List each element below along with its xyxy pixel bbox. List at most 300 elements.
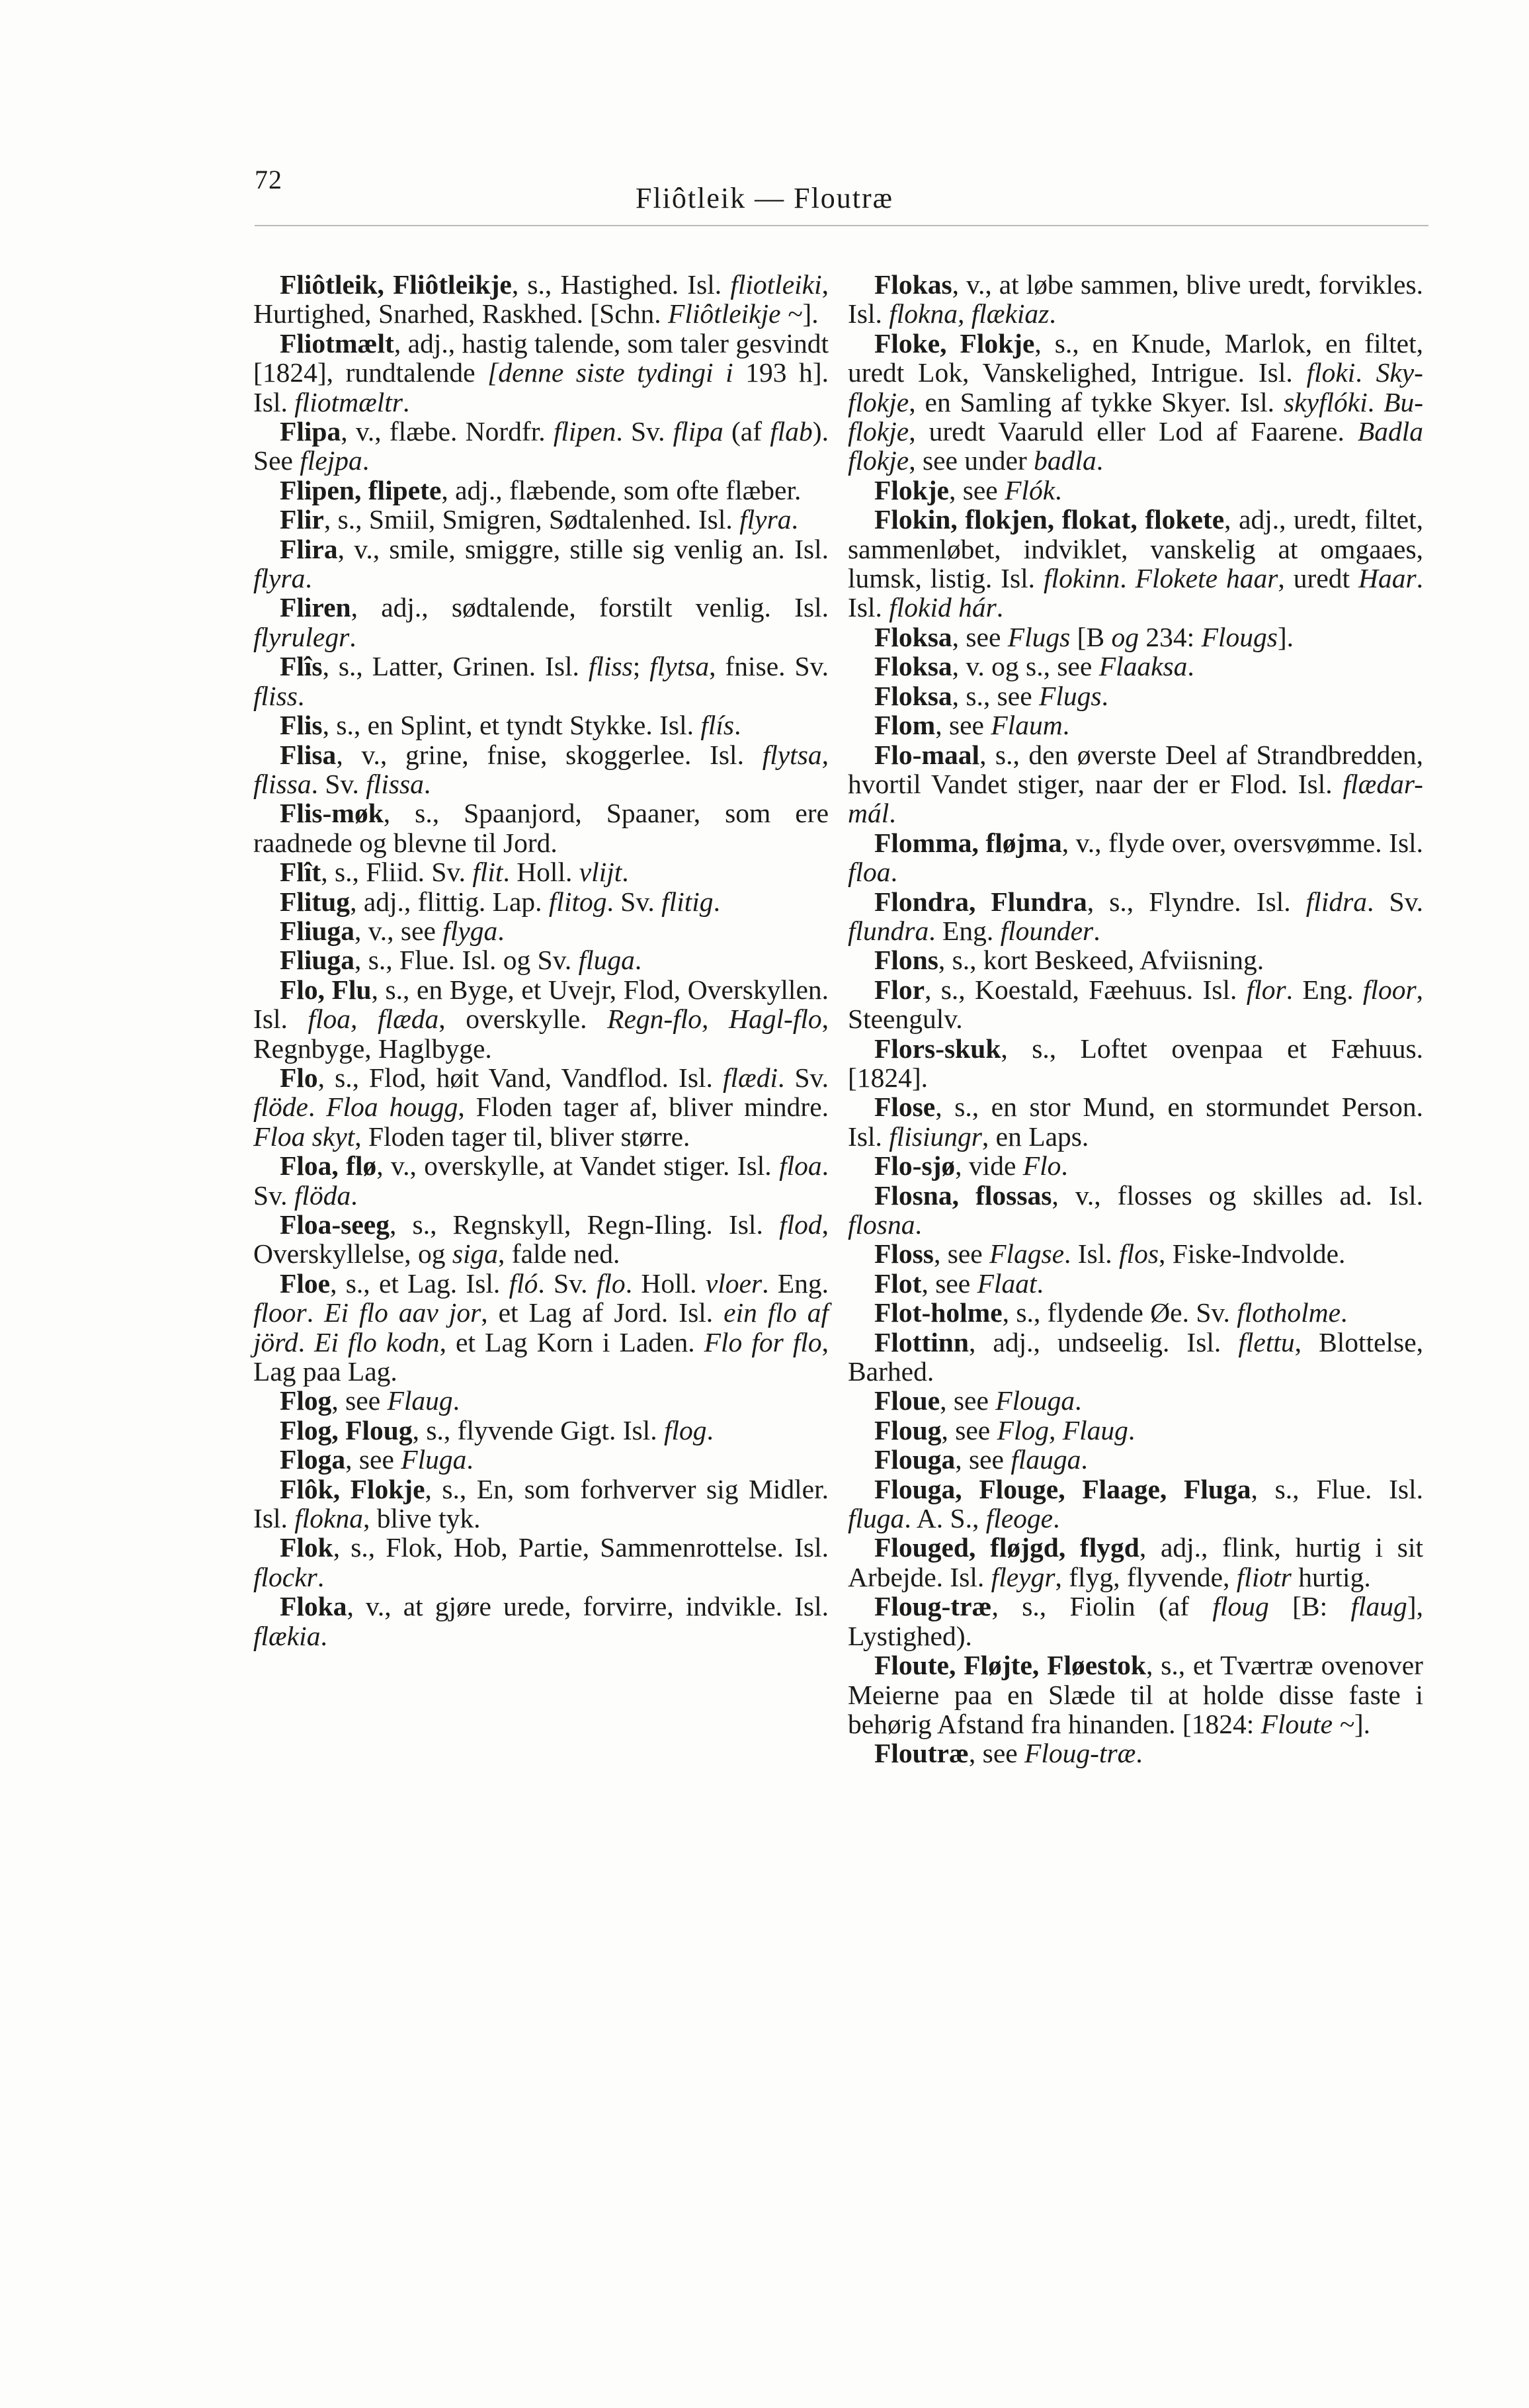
headword: Floutræ [874,1738,969,1769]
entry-text: , uredt [1278,563,1358,594]
headword: Flipen, flipete [280,474,442,505]
italic-term: flís [700,710,735,741]
headword: Flot [874,1268,922,1299]
entry-text: . [362,445,370,476]
entry-text: . Eng. [1286,974,1363,1005]
headword: Flo, Flu [280,974,372,1005]
entry-text: [B: [1268,1591,1351,1622]
entry-text: . [308,1092,327,1123]
italic-term: fliss [588,651,633,682]
dictionary-entry [848,1475,1423,1533]
entry-text: , v., flæbe. Nordfr. [341,416,554,447]
dictionary-entry [253,916,829,945]
entry-text: , see [952,621,1008,652]
headword: Flît [280,857,321,888]
headword: Flosna, flossas [874,1180,1052,1211]
italic-term: fliss [253,680,298,711]
entry-text: ; [632,651,650,682]
dictionary-entry [848,1592,1423,1651]
italic-term: floki [1306,357,1356,388]
italic-term: floa [848,857,891,888]
entry-text: . [1049,298,1056,329]
italic-term: flettu [1238,1326,1295,1357]
headword: Flors-skuk [874,1033,1001,1064]
italic-term: floa [779,1150,822,1182]
italic-term: flor [1246,974,1286,1005]
headword: Flokas [874,269,952,300]
italic-term: ein flo af jörd [253,1297,829,1357]
italic-term: flytsa, flissa [253,739,829,799]
entry-text: , s., et Tværtræ ovenover Meierne paa en Slæde til at holde disse faste i behørig Afstand fra hinanden. [1824: [848,1650,1423,1739]
headword: Flis-møk [280,798,384,829]
dictionary-entry [253,887,829,916]
italic-term: flidra [1305,886,1368,917]
italic-term: badla [1034,445,1096,476]
italic-term: flöda [294,1180,351,1211]
entry-text: . [320,1620,327,1651]
italic-term: fliotr [1236,1561,1292,1592]
entry-text: . [298,1326,315,1357]
italic-term: flauga [1011,1444,1081,1475]
headword: Floss [874,1238,934,1269]
entry-text: , s., flyvende Gigt. Isl. [412,1414,664,1445]
entry-text: , see [935,710,991,741]
entry-text: , v., see [354,915,443,946]
dictionary-entry [253,1386,829,1415]
italic-term: Fluga [401,1444,467,1475]
dictionary-entry [253,593,829,652]
italic-term: fló [509,1268,538,1299]
entry-text: . [1075,1385,1082,1416]
italic-term: Floa skyt [253,1121,355,1152]
entry-text: ). See [253,416,829,476]
entry-text: . [423,768,431,799]
italic-term: flöde [253,1092,308,1123]
dictionary-entry [253,975,829,1063]
dictionary-entry [848,1092,1423,1151]
headword: Floka [280,1591,347,1622]
headword: Flose [874,1092,936,1123]
entry-text: ]. [1354,1708,1371,1739]
entry-text: , see under [909,445,1034,476]
entry-text: , Hurtighed, Snarhed, Raskhed. [Schn. [253,269,829,329]
entry-text: . [452,1385,460,1416]
entry-text: , Floden tager til, bliver større. [354,1121,690,1152]
entry-text: , v., grine, fnise, skoggerlee. Isl. [336,739,763,770]
italic-term: Flók [1005,474,1055,505]
dictionary-entry [253,270,829,329]
entry-text: . [317,1561,325,1592]
entry-text: . Sv. [616,416,673,447]
entry-text: . Holl. [503,857,579,888]
italic-term: flab [770,416,813,447]
italic-term: flog [663,1414,707,1445]
entry-text: , s., Latter, Grinen. Isl. [322,651,589,682]
italic-term: skyflóki [1284,386,1368,417]
entry-text: , s., kort Beskeed, Afviisning. [938,945,1264,976]
italic-term: Flokete haar [1135,563,1278,594]
italic-term: Ei flo kodn [314,1326,440,1357]
italic-term: Haar [1358,563,1417,594]
italic-term: flyra [253,563,306,594]
headword: Flomma, fløjma [874,827,1062,858]
headword: Flo-sjø [874,1150,956,1182]
headword: Flog [280,1385,332,1416]
italic-term: og [1111,621,1139,652]
entry-text: , s., den øverste Deel af Strandbredden, hvortil Vandet stiger, naar der er Flod. Isl. [848,739,1423,799]
entry-text: , adj., hastig talende, som taler gesvindt [1824], rundtalende [253,327,829,388]
entry-text: , adj., flæbende, som ofte flæber. [441,474,802,505]
entry-text: , s., En, som forhverver sig Midler. Isl. [253,1473,829,1534]
entry-text: . [791,504,798,535]
italic-term: Flugs [1039,680,1102,711]
entry-text: . [1036,1268,1044,1299]
italic-term: Floa hougg [326,1092,458,1123]
dictionary-entry [253,710,829,740]
entry-text: , falde ned. [498,1238,620,1269]
entry-text: , en Laps. [981,1121,1089,1152]
dictionary-entry [253,1533,829,1592]
entry-text: , s., en stor Mund, en stormundet Person. Isl. [848,1092,1423,1152]
entry-text: . Eng. [762,1268,829,1299]
headword: Flira [280,533,338,564]
entry-text: . [305,563,312,594]
italic-term: flyga [442,915,498,946]
italic-term: Flo for flo [704,1326,822,1357]
italic-term: floa, flæda [308,1004,439,1035]
headword: Floksa [874,651,952,682]
italic-term: Badla flokje [848,416,1423,476]
dictionary-entry [253,1445,829,1474]
entry-text: . [1096,445,1104,476]
headword: Floa, flø [280,1150,377,1182]
italic-term: floor [253,1297,307,1328]
entry-text: , s., Flyndre. Isl. [1087,886,1306,917]
entry-text: , overskylle. [438,1004,608,1035]
dictionary-entry [848,1151,1423,1180]
italic-term: Flaat [977,1268,1037,1299]
dictionary-entry [848,476,1423,505]
entry-text: , blive tyk. [362,1503,481,1534]
italic-term: siga [452,1238,499,1269]
headword: Flot-holme [874,1297,1003,1328]
entry-text: , vide [955,1150,1023,1182]
dictionary-entry [253,652,829,710]
italic-term: Flagse [989,1238,1065,1269]
headword: Fliuga [280,915,354,946]
entry-text: . [1136,1738,1143,1769]
entry-text: . [889,798,896,829]
headword: Flo-maal [874,739,980,770]
entry-text: , see [955,1444,1011,1475]
entry-text: , Fiske-Indvolde. [1158,1238,1346,1269]
dictionary-entry [253,740,829,799]
italic-term: flyra [739,504,792,535]
entry-text: , see [948,474,1005,505]
dictionary-entry [848,681,1423,710]
entry-text: , Lag paa Lag. [253,1326,829,1387]
entry-text: ], Lystighed). [848,1591,1423,1651]
entry-text: . [706,1414,714,1445]
entry-text: , see [968,1738,1025,1769]
headword: Flo [280,1062,318,1093]
italic-term: flokna [294,1503,363,1534]
headword: Fliuga [280,945,354,976]
headword: Fliôtleik, Fliôtleikje [280,269,512,300]
italic-term: fleoge [985,1503,1054,1534]
entry-text: , s., en Splint, et tyndt Stykke. Isl. [322,710,701,741]
dictionary-entry [848,329,1423,476]
entry-text: , s., en Knude, Marlok, en filtet, uredt Lok, Vanskelighed, Intrigue. Isl. [848,327,1423,388]
entry-text: . [1061,1150,1068,1182]
headword: Flokin, flokjen, flokat, flokete [874,504,1225,535]
entry-text: . Isl. [1064,1238,1120,1269]
italic-term: Sky-flokje [848,357,1423,417]
entry-text: , fnise. Sv. [709,651,829,682]
italic-term: flejpa [300,445,362,476]
italic-term: fliotmæltr [294,386,403,417]
entry-text: . [634,945,642,976]
entry-text: , s., en Byge, et Uvejr, Flod, Overskyllen. Isl. [253,974,829,1035]
entry-text: , Regnbyge, Haglbyge. [253,1004,829,1064]
entry-text: , et Lag Korn i Laden. [439,1326,704,1357]
italic-term: flissa [366,768,424,799]
italic-term: Flaaksa [1098,651,1188,682]
italic-term: flundra [848,915,929,946]
dictionary-entry [253,1210,829,1269]
dictionary-entry [253,1063,829,1151]
entry-text: . [1187,651,1194,682]
headword: Flok [280,1532,333,1563]
entry-text: . [1128,1414,1136,1445]
entry-text: . [351,1180,358,1211]
entry-text: . [466,1444,474,1475]
headword: Floug [874,1414,942,1445]
italic-term: fluga [578,945,635,976]
entry-text: ]. [1277,621,1294,652]
entry-text: , s., Smiil, Smigren, Sødtalenhed. Isl. [323,504,740,535]
italic-term: Bu-flokje [848,386,1424,447]
dictionary-entry [848,270,1423,329]
entry-text: , s., see [952,680,1040,711]
entry-text: , see [345,1444,401,1475]
headword: Floe [280,1268,331,1299]
entry-text: , see [921,1268,977,1299]
dictionary-entry [253,476,829,505]
italic-term: flokna, flækiaz [889,298,1050,329]
italic-term: flos [1119,1238,1159,1269]
headword: Flom [874,710,936,741]
headword: Floga [280,1444,346,1475]
headword: Floug-træ [874,1591,992,1622]
entry-text: . [349,621,356,652]
dictionary-entry [848,887,1423,946]
dictionary-entry [253,417,829,476]
entry-text: , s., Loftet ovenpaa et Fæhuus. [1824]. [848,1033,1423,1093]
headword: Flîs [280,651,323,682]
italic-term: Flugs [1007,621,1071,652]
dictionary-entry [848,1034,1423,1093]
dictionary-entry [848,945,1423,974]
headword: Flis [280,710,323,741]
italic-term: Ei flo aav jor [324,1297,481,1328]
entry-text: , adj., flink, hurtig i sit Arbejde. Isl. [848,1532,1424,1592]
italic-term: flounder [1000,915,1094,946]
italic-term: Flog, Flaug [997,1414,1128,1445]
italic-term: flosna [848,1209,915,1240]
right-column [848,270,1423,1768]
italic-term: Regn-flo, Hagl-flo [607,1004,822,1035]
header-rule [255,225,1428,226]
italic-term: flotholme [1237,1297,1341,1328]
dictionary-entry [253,1269,829,1387]
entry-text: . [1120,563,1136,594]
dictionary-entry [848,828,1423,887]
entry-text: , see [941,1414,997,1445]
headword: Flondra, Flundra [874,886,1087,917]
italic-term: flaug [1350,1591,1407,1622]
dictionary-entry [253,1475,829,1533]
entry-text: . Sv. [778,1062,829,1093]
entry-text: , Floden tager af, bliver mindre. [458,1092,829,1123]
entry-text: , see [940,1385,996,1416]
entry-text: , uredt Vaaruld eller Lod af Faarene. [909,416,1358,447]
headword: Flipa [280,416,341,447]
entry-text: , et Lag af Jord. Isl. [481,1297,724,1328]
headword: Flitug [280,886,351,917]
italic-term: flod [779,1209,822,1240]
dictionary-entry [848,710,1423,740]
entry-text: , adj., uredt, filtet, sammenløbet, indviklet, vanskelig at omgaaes, lumsk, listig. Isl. [848,504,1423,594]
italic-term: flipen [553,416,616,447]
headword: Floke, Flokje [874,327,1035,359]
entry-text: . Holl. [625,1268,706,1299]
italic-term: flisiungr [889,1121,982,1152]
entry-text: , adj., sødtalende, forstilt venlig. Isl. [351,592,829,623]
entry-text: , v., at løbe sammen, blive uredt, forvikles. Isl. [848,269,1423,329]
entry-text: , en Samling af tykke Skyer. Isl. [909,386,1284,417]
entry-text: hurtig. [1291,1561,1371,1592]
headword: Floksa [874,680,952,711]
dictionary-entry [848,740,1423,828]
entry-text: . [622,857,629,888]
dictionary-entry [253,535,829,593]
entry-text: . Sv. [1367,886,1423,917]
dictionary-entry [253,329,829,417]
headword: Fliren [280,592,351,623]
dictionary-entry [848,1269,1423,1298]
entry-text: , s., Flue. Isl. [1251,1473,1423,1504]
italic-term: fleygr [991,1561,1055,1592]
entry-text: . Isl. [848,563,1423,623]
italic-term: floor [1362,974,1417,1005]
dictionary-entry [253,1416,829,1445]
page-number: 72 [255,165,282,194]
dictionary-entry [848,1651,1423,1739]
headword: Flons [874,945,938,976]
italic-term: flædi [723,1062,778,1093]
entry-text: , adj., undseelig. Isl. [968,1326,1239,1357]
entry-text: , Blottelse, Barhed. [848,1326,1423,1387]
dictionary-entry [848,1298,1423,1327]
dictionary-entry [848,1445,1423,1474]
entry-text: . [996,592,1004,623]
entry-text: . [497,915,505,946]
entry-text: , s., Fliid. Sv. [321,857,473,888]
headword: Flouged, fløjgd, flygd [874,1532,1139,1563]
entry-text: . [1093,915,1100,946]
entry-text: , s., Flod, høit Vand, Vandflod. Isl. [317,1062,723,1093]
headword: Flouga [874,1444,956,1475]
entry-text: . [297,680,305,711]
dictionary-entry [848,1386,1423,1415]
entry-text: , flyg, flyvende, [1055,1561,1237,1592]
italic-term: Flaug [387,1385,453,1416]
entry-text: , s., Flue. Isl. og Sv. [354,945,579,976]
headword: Fliotmælt [280,327,394,359]
dictionary-entry [848,1739,1423,1768]
italic-term: flitig [661,886,714,917]
headword: Floa-seeg [280,1209,390,1240]
entry-text: , v. og s., see [952,651,1099,682]
italic-term: flipa [673,416,723,447]
italic-term: Floute ~ [1260,1708,1354,1739]
italic-term: vlijt [579,857,622,888]
dictionary-entry [848,1533,1423,1592]
headword: Flokje [874,474,949,505]
entry-text: . A. S., [904,1503,986,1534]
italic-term: Flouga [995,1385,1075,1416]
headword: Flir [280,504,324,535]
entry-text: , v., smile, smiggre, stille sig venlig an. Isl. [337,533,829,564]
entry-text: . Sv. [606,886,662,917]
italic-term: vloer [705,1268,763,1299]
headword: Flôk, Flokje [280,1473,425,1504]
dictionary-entry [848,1239,1423,1268]
italic-term: flytsa [649,651,710,682]
headword: Flisa [280,739,337,770]
italic-term: flokinn [1044,563,1120,594]
dictionary-entry [848,1181,1423,1240]
italic-term: flyrulegr [253,621,350,652]
italic-term: flockr [253,1561,317,1592]
entry-text: , s., Spaanjord, Spaaner, som ere raadnede og blevne til Jord. [253,798,829,858]
entry-text: , adj., flittig. Lap. [350,886,549,917]
entry-text: , s., Koestald, Fæehuus. Isl. [925,974,1247,1005]
headword: Floue [874,1385,940,1416]
entry-text: . [915,1209,922,1240]
headword: Floksa [874,621,952,652]
entry-text: , s., flydende Øe. Sv. [1002,1297,1237,1328]
entry-text: . [1055,474,1062,505]
italic-term: Flo [1022,1150,1061,1182]
entry-text: , s., Fiolin (af [991,1591,1213,1622]
entry-text: . Eng. [929,915,1001,946]
entry-text: . [734,710,741,741]
entry-text: (af [723,416,770,447]
entry-text: 193 h]. Isl. [253,357,829,417]
italic-term: flit [472,857,503,888]
italic-term: Fliôtleikje ~ [668,298,803,329]
left-column [253,270,829,1651]
dictionary-entry [848,1416,1423,1445]
entry-text: . [306,1297,325,1328]
entry-text: , s., Flok, Hob, Partie, Sammenrottelse. Isl. [333,1532,829,1563]
entry-text: , see [331,1385,388,1416]
entry-text: [B [1070,621,1112,652]
headword: Floute, Fløjte, Fløestok [874,1650,1146,1681]
entry-text: ]. [802,298,819,329]
